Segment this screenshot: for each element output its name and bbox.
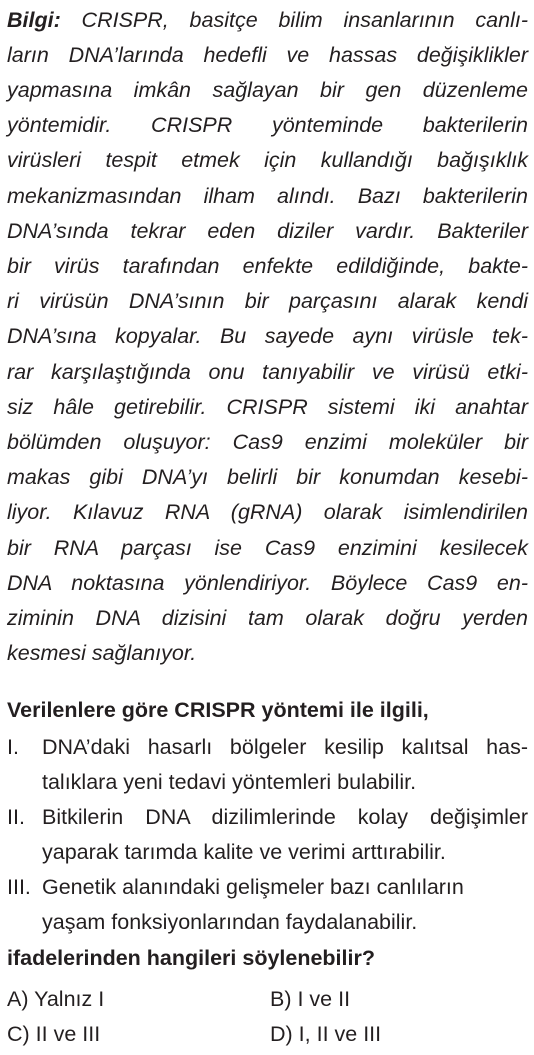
statement-numeral: I. — [7, 735, 19, 759]
option-a[interactable] — [7, 983, 104, 1015]
info-line-3: yapmasına imkân sağlayan bir gen düzenleme — [7, 78, 528, 102]
info-line-11: rar karşılaştığında onu tanıyabilir ve virüsü etki- — [7, 360, 528, 384]
statement-numeral: III. — [7, 875, 31, 899]
statement-line: Genetik alanındaki gelişmeler bazı canlıların — [42, 875, 464, 899]
info-line-13: bölümden oluşuyor: Cas9 enzimi moleküler bir — [7, 430, 528, 454]
info-line-16: bir RNA parçası ise Cas9 enzimini kesilecek — [7, 536, 528, 560]
question-closing: ifadelerinden hangileri söylenebilir? — [7, 946, 375, 970]
info-line-12: siz hâle getirebilir. CRISPR sistemi iki anahtar — [7, 395, 528, 419]
option-key: B) — [270, 987, 292, 1011]
info-line-7: DNA’sında tekrar eden diziler vardır. Bakteriler — [7, 219, 528, 243]
info-line-14: makas gibi DNA’yı belirli bir konumdan kesebi- — [7, 465, 528, 489]
info-line-10: DNA’sına kopyalar. Bu sayede aynı virüsle tek- — [7, 324, 528, 348]
statement-line: talıklara yeni tedavi yöntemleri bulabilir. — [42, 770, 417, 794]
info-line-4: yöntemidir. CRISPR yönteminde bakterilerin — [7, 113, 528, 137]
info-line-2: ların DNA’larında hedefli ve hassas değişiklikler — [7, 43, 528, 67]
info-line-8: bir virüs tarafından enfekte edildiğinde, bakte- — [7, 254, 528, 278]
info-line-6: mekanizmasından ilham alındı. Bazı bakterilerin — [7, 184, 528, 208]
info-line-15: liyor. Kılavuz RNA (gRNA) olarak isimlendirilen — [7, 500, 528, 524]
statement-line: DNA’daki hasarlı bölgeler kesilip kalıtsal has- — [42, 735, 528, 759]
info-line-18: ziminin DNA dizisini tam olarak doğru yerden — [7, 606, 528, 630]
option-key: A) — [7, 987, 29, 1011]
info-label: Bilgi: — [7, 8, 61, 32]
statement-line: yaşam fonksiyonlarından faydalanabilir. — [42, 910, 418, 934]
info-line-9: ri virüsün DNA’sının bir parçasını alarak kendi — [7, 289, 528, 313]
option-key: D) — [270, 1022, 293, 1046]
option-key: C) — [7, 1022, 30, 1046]
question-stem: Verilenlere göre CRISPR yöntemi ile ilgili, — [7, 698, 429, 722]
statement-numeral: II. — [7, 805, 25, 829]
info-line-1-text: CRISPR, basitçe bilim insanlarının canlı- — [60, 8, 528, 32]
info-line-17: DNA noktasına yönlendiriyor. Böylece Cas9 en- — [7, 571, 528, 595]
option-b[interactable] — [270, 983, 350, 1015]
option-text: Yalnız I — [34, 987, 105, 1011]
option-c[interactable] — [7, 1018, 100, 1050]
statement-line: Bitkilerin DNA dizilimlerinde kolay değişimler — [42, 805, 528, 829]
info-line-5: virüsleri tespit etmek için kullandığı bağışıklık — [7, 148, 528, 172]
option-text: I ve II — [297, 987, 351, 1011]
info-line-1 — [7, 4, 528, 36]
statement-line: yaparak tarımda kalite ve verimi arttırabilir. — [42, 840, 446, 864]
option-text: I, II ve III — [298, 1022, 382, 1046]
info-line-19: kesmesi sağlanıyor. — [7, 641, 197, 665]
option-text: II ve III — [35, 1022, 101, 1046]
option-d[interactable] — [270, 1018, 381, 1050]
